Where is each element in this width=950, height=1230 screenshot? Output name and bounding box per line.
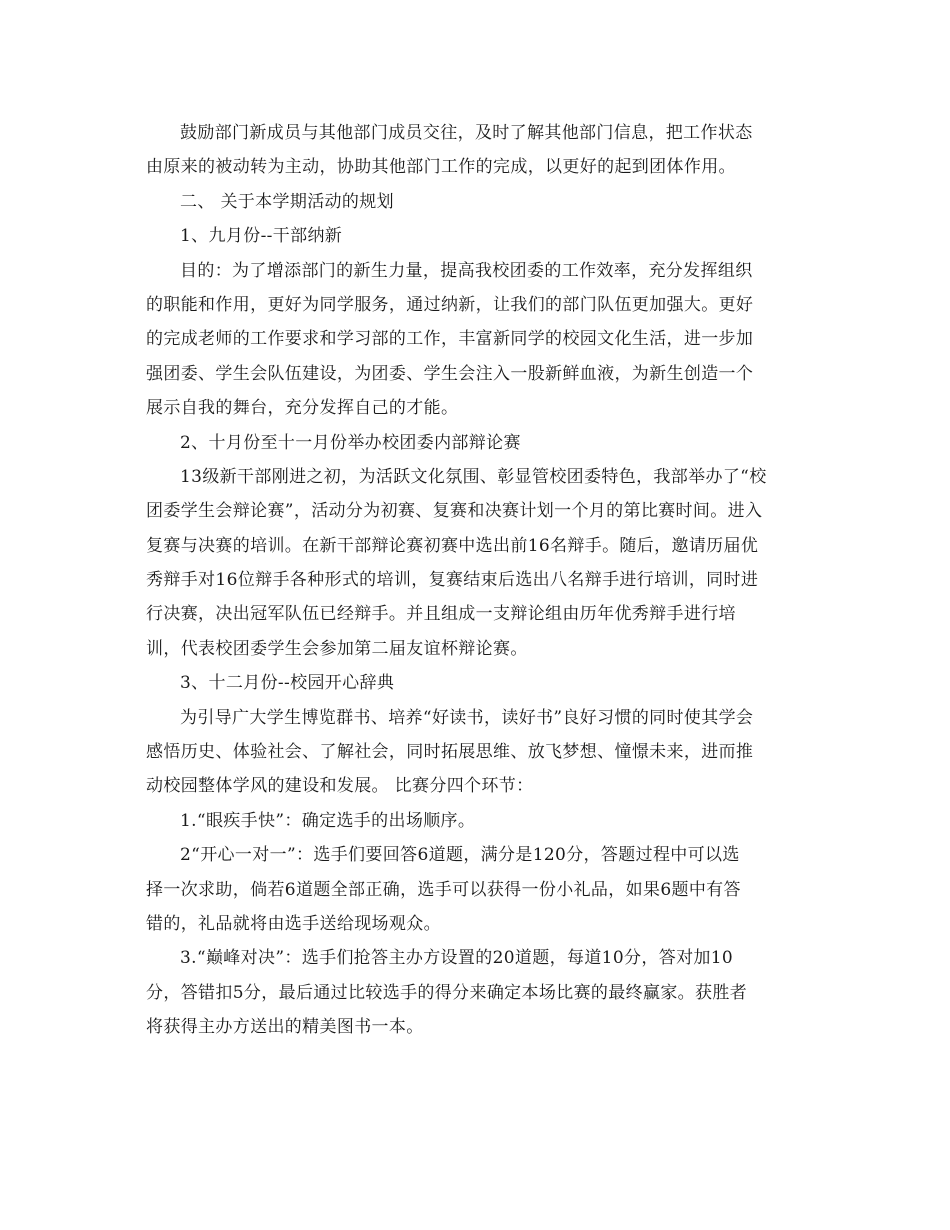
paragraph-line: 的职能和作用，更好为同学服务，通过纳新，让我们的部门队伍更加强大。更好 [146,294,754,315]
paragraph-line: 目的：为了增添部门的新生力量，提高我校团委的工作效率，充分发挥组织 [180,260,753,281]
paragraph-line: 动校园整体学风的建设和发展。 比赛分四个环节： [146,776,534,797]
paragraph-line: 由原来的被动转为主动，协助其他部门工作的完成，以更好的起到团体作用。 [146,157,736,178]
paragraph-line: 训，代表校团委学生会参加第二届友谊杯辩论赛。 [146,638,528,659]
paragraph-line: 13级新干部刚进之初，为活跃文化氛围、彰显管校团委特色，我部举办了“校 [180,466,767,487]
list-item: 1.“眼疾手快”：确定选手的出场顺序。 [180,810,476,831]
document-body [146,116,806,1045]
paragraph-line: 鼓励部门新成员与其他部门成员交往，及时了解其他部门信息，把工作状态 [180,123,753,143]
subsection-heading: 3、十二月份--校园开心辞典 [180,673,395,694]
subsection-heading: 1、九月份--干部纳新 [180,226,343,247]
paragraph-line: 秀辩手对16位辩手各种形式的培训，复赛结束后选出八名辩手进行培训，同时进 [146,570,759,591]
subsection-heading: 2、十月份至十一月份举办校团委内部辩论赛 [180,432,521,453]
paragraph-line: 行决赛，决出冠军队伍已经辩手。并且组成一支辩论组由历年优秀辩手进行培 [146,604,736,625]
paragraph-line: 错的，礼品就将由选手送给现场观众。 [146,913,441,934]
paragraph-line: 分，答错扣5分，最后通过比较选手的得分来确定本场比赛的最终赢家。获胜者 [146,982,748,1003]
paragraph-line: 强团委、学生会队伍建设，为团委、学生会注入一股新鲜血液，为新生创造一个 [146,363,754,384]
paragraph-line: 的完成老师的工作要求和学习部的工作，丰富新同学的校园文化生活，进一步加 [146,329,754,350]
list-item: 2“开心一对一”：选手们要回答6道题，满分是120分，答题过程中可以选 [180,845,740,866]
paragraph-line: 团委学生会辩论赛”，活动分为初赛、复赛和决赛计划一个月的第比赛时间。进入 [146,501,763,522]
paragraph-line: 复赛与决赛的培训。在新干部辩论赛初赛中选出前16名辩手。随后，邀请历届优 [146,535,759,556]
paragraph-line: 展示自我的舞台，充分发挥自己的才能。 [146,398,459,419]
paragraph-line: 将获得主办方送出的精美图书一本。 [146,1017,424,1038]
paragraph-line: 感悟历史、体验社会、了解社会，同时拓展思维、放飞梦想、憧憬未来，进而推 [146,742,754,763]
list-item: 3.“巅峰对决”：选手们抢答主办方设置的20道题，每道10分，答对加10 [180,948,734,969]
paragraph-line: 择一次求助，倘若6道题全部正确，选手可以获得一份小礼品，如果6题中有答 [146,879,741,900]
paragraph-line: 为引导广大学生博览群书、培养“好读书，读好书”良好习惯的同时使其学会 [180,707,754,728]
section-heading: 二、 关于本学期活动的规划 [180,191,394,212]
